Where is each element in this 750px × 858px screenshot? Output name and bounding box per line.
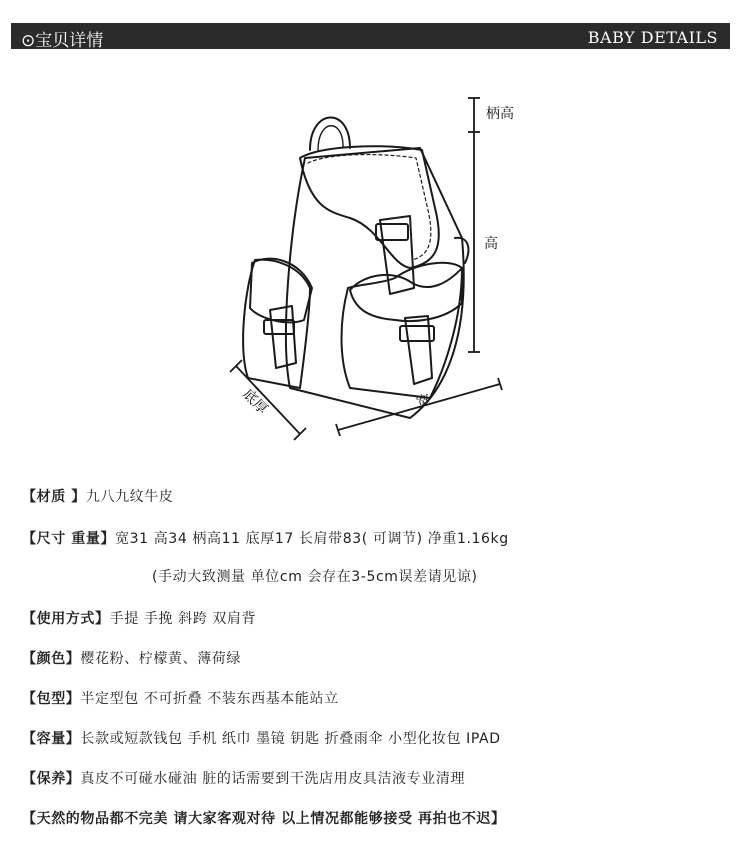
spec-key: 【保养】 [22,771,81,787]
spec-row-capacity [22,728,501,748]
spec-row-material [22,486,173,506]
spec-row-usage [22,608,256,628]
spec-key: 【颜色】 [22,651,81,667]
spec-value: 手提 手挽 斜跨 双肩背 [109,611,257,627]
spec-value: 樱花粉、柠檬黄、薄荷绿 [80,651,242,667]
width-label: 宽 [414,392,433,412]
backpack-illustration [200,88,530,448]
spec-row-shape [22,688,339,708]
spec-key: 【容量】 [22,731,81,747]
handle-height-label: 柄高 [486,106,514,122]
spec-row-color [22,648,241,668]
spec-value: 半定型包 不可折叠 不装东西基本能站立 [80,691,339,707]
disclaimer-note: 【天然的物品都不完美 请大家客观对待 以上情况都能够接受 再拍也不迟】 [22,811,506,827]
backpack-handle [310,117,350,150]
spec-value: 长款或短款钱包 手机 纸巾 墨镜 钥匙 折叠雨伞 小型化妆包 IPAD [80,731,501,747]
backpack-dimension-diagram [200,88,530,448]
spec-row-care [22,768,465,788]
spec-key: 【材质 】 [22,489,86,505]
spec-row-measure-note [152,566,478,586]
height-label: 高 [484,236,498,252]
spec-value: (手动大致测量 单位cm 会存在3-5cm误差请见谅) [152,569,478,585]
spec-value: 宽31 高34 柄高11 底厚17 长肩带83( 可调节) 净重1.16kg [115,531,509,547]
spec-value: 真皮不可碰水碰油 脏的话需要到干洗店用皮具洁液专业清理 [80,771,466,787]
section-title: ⊙宝贝详情 [21,31,104,51]
spec-row-size-weight [22,528,509,548]
spec-key: 【尺寸 重量】 [22,531,116,547]
section-header [11,23,730,49]
depth-label: 底厚 [239,386,271,418]
spec-value: 九八九纹牛皮 [85,489,174,505]
section-title-en: BABY DETAILS [587,28,718,47]
spec-key: 【包型】 [22,691,81,707]
spec-key: 【使用方式】 [22,611,110,627]
